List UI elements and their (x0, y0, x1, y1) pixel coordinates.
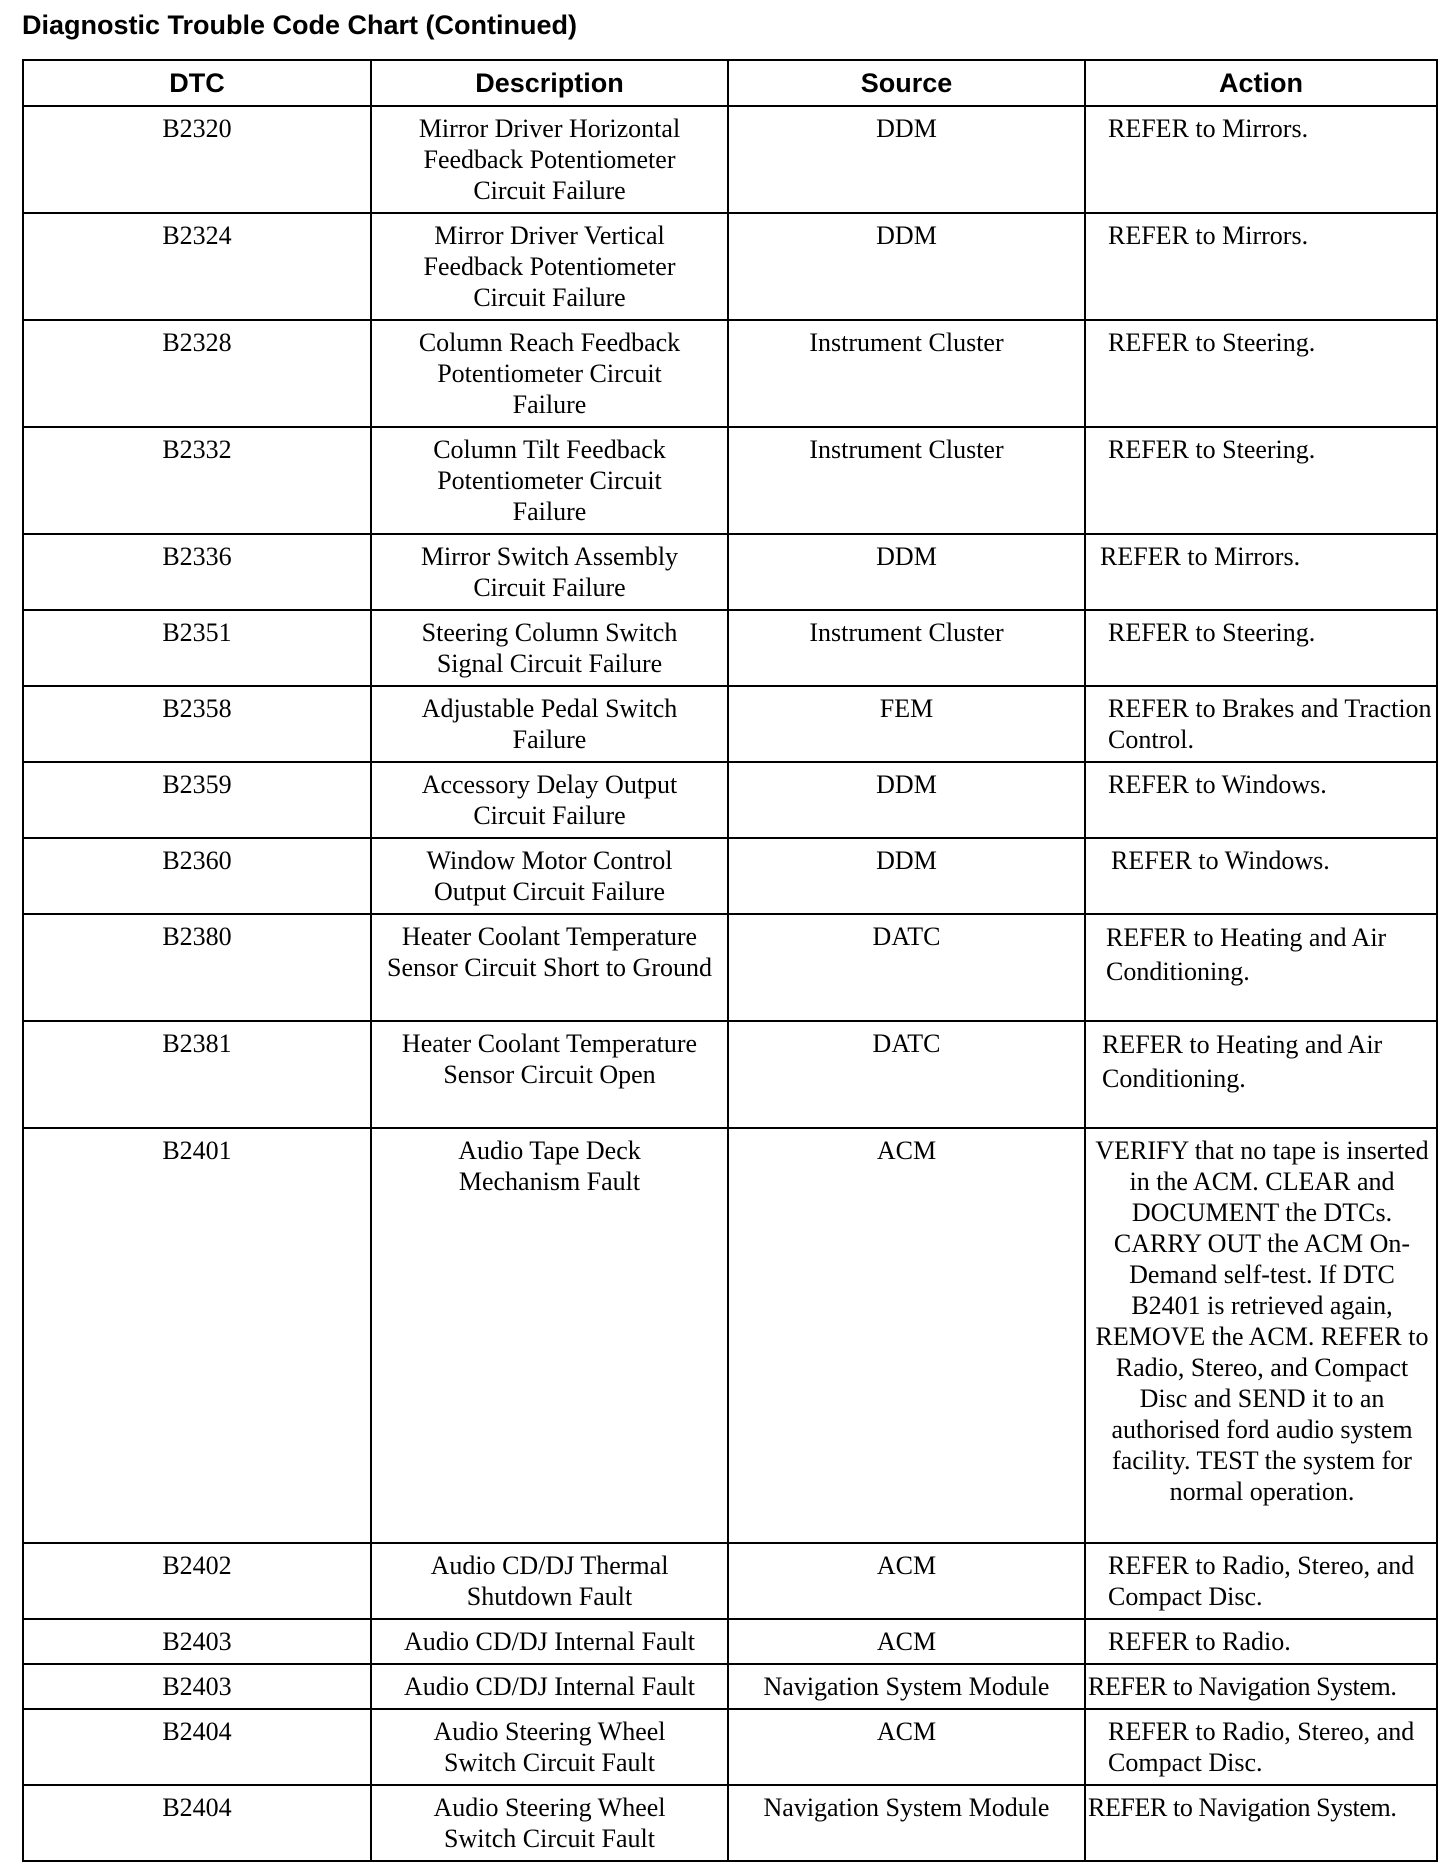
source-cell: DDM (728, 213, 1085, 320)
table-row (23, 762, 1437, 838)
action-cell: REFER to Mirrors. (1085, 106, 1437, 213)
source-cell: DATC (728, 1021, 1085, 1128)
source-cell: DDM (728, 534, 1085, 610)
column-header-dtc: DTC (23, 60, 371, 106)
action-cell: REFER to Mirrors. (1085, 534, 1437, 610)
action-cell: REFER to Windows. (1085, 838, 1437, 914)
column-header-source: Source (728, 60, 1085, 106)
source-cell: ACM (728, 1619, 1085, 1664)
source-cell: DDM (728, 838, 1085, 914)
description-cell: Mirror Driver Horizontal Feedback Potentiometer Circuit Failure (371, 106, 728, 213)
page-title: Diagnostic Trouble Code Chart (Continued) (22, 10, 577, 40)
table-row (23, 838, 1437, 914)
source-cell: ACM (728, 1709, 1085, 1785)
dtc-cell: B2336 (23, 534, 371, 610)
column-header-description: Description (371, 60, 728, 106)
source-cell: ACM (728, 1128, 1085, 1543)
table-row (23, 213, 1437, 320)
action-cell: REFER to Steering. (1085, 320, 1437, 427)
description-cell: Audio CD/DJ Thermal Shutdown Fault (371, 1543, 728, 1619)
table-row (23, 320, 1437, 427)
description-cell: Heater Coolant Temperature Sensor Circuit Open (371, 1021, 728, 1128)
source-cell: DDM (728, 106, 1085, 213)
action-cell: VERIFY that no tape is inserted in the ACM. CLEAR and DOCUMENT the DTCs. CARRY OUT the ACM On-Demand self-test. If DTC B2401 is retrieved again, REMOVE the ACM. REFER to Radio, Stereo, and Compact Disc and SEND it to an authorised ford audio system facility. TEST the system for normal operation. (1085, 1128, 1437, 1543)
source-cell: DDM (728, 762, 1085, 838)
dtc-cell: B2403 (23, 1619, 371, 1664)
table-row (23, 1543, 1437, 1619)
description-cell: Audio CD/DJ Internal Fault (371, 1619, 728, 1664)
description-cell: Audio Tape Deck Mechanism Fault (371, 1128, 728, 1543)
dtc-cell: B2360 (23, 838, 371, 914)
column-header-action: Action (1085, 60, 1437, 106)
description-cell: Audio Steering Wheel Switch Circuit Fault (371, 1785, 728, 1861)
action-cell: REFER to Steering. (1085, 427, 1437, 534)
source-cell: DATC (728, 914, 1085, 1021)
source-cell: Navigation System Module (728, 1664, 1085, 1709)
source-cell: FEM (728, 686, 1085, 762)
dtc-cell: B2351 (23, 610, 371, 686)
source-cell: Instrument Cluster (728, 427, 1085, 534)
table-row (23, 427, 1437, 534)
description-cell: Window Motor Control Output Circuit Failure (371, 838, 728, 914)
dtc-table (22, 59, 1438, 1862)
description-cell: Adjustable Pedal Switch Failure (371, 686, 728, 762)
table-row (23, 686, 1437, 762)
action-cell: REFER to Radio, Stereo, and Compact Disc. (1085, 1543, 1437, 1619)
action-cell: REFER to Navigation System. (1085, 1664, 1437, 1709)
action-cell: REFER to Heating and Air Conditioning. (1085, 914, 1437, 1021)
action-cell: REFER to Navigation System. (1085, 1785, 1437, 1861)
dtc-cell: B2403 (23, 1664, 371, 1709)
description-cell: Heater Coolant Temperature Sensor Circuit Short to Ground (371, 914, 728, 1021)
table-row (23, 106, 1437, 213)
dtc-cell: B2404 (23, 1709, 371, 1785)
description-cell: Audio CD/DJ Internal Fault (371, 1664, 728, 1709)
dtc-cell: B2402 (23, 1543, 371, 1619)
dtc-cell: B2401 (23, 1128, 371, 1543)
table-row (23, 914, 1437, 1021)
table-row (23, 1128, 1437, 1543)
table-row (23, 1785, 1437, 1861)
description-cell: Mirror Driver Vertical Feedback Potentiometer Circuit Failure (371, 213, 728, 320)
dtc-cell: B2381 (23, 1021, 371, 1128)
action-cell: REFER to Brakes and Traction Control. (1085, 686, 1437, 762)
description-cell: Steering Column Switch Signal Circuit Failure (371, 610, 728, 686)
action-cell: REFER to Windows. (1085, 762, 1437, 838)
description-cell: Column Reach Feedback Potentiometer Circuit Failure (371, 320, 728, 427)
dtc-cell: B2358 (23, 686, 371, 762)
description-cell: Column Tilt Feedback Potentiometer Circuit Failure (371, 427, 728, 534)
source-cell: ACM (728, 1543, 1085, 1619)
table-row (23, 534, 1437, 610)
dtc-cell: B2359 (23, 762, 371, 838)
source-cell: Instrument Cluster (728, 320, 1085, 427)
dtc-cell: B2320 (23, 106, 371, 213)
action-cell: REFER to Steering. (1085, 610, 1437, 686)
action-cell: REFER to Mirrors. (1085, 213, 1437, 320)
dtc-cell: B2328 (23, 320, 371, 427)
table-row (23, 610, 1437, 686)
table-row (23, 1664, 1437, 1709)
action-cell: REFER to Radio. (1085, 1619, 1437, 1664)
table-row (23, 1619, 1437, 1664)
table-row (23, 1021, 1437, 1128)
dtc-cell: B2332 (23, 427, 371, 534)
table-header-row (23, 60, 1437, 106)
action-cell: REFER to Heating and Air Conditioning. (1085, 1021, 1437, 1128)
source-cell: Instrument Cluster (728, 610, 1085, 686)
dtc-cell: B2324 (23, 213, 371, 320)
dtc-cell: B2380 (23, 914, 371, 1021)
table-row (23, 1709, 1437, 1785)
description-cell: Mirror Switch Assembly Circuit Failure (371, 534, 728, 610)
source-cell: Navigation System Module (728, 1785, 1085, 1861)
dtc-cell: B2404 (23, 1785, 371, 1861)
description-cell: Audio Steering Wheel Switch Circuit Fault (371, 1709, 728, 1785)
description-cell: Accessory Delay Output Circuit Failure (371, 762, 728, 838)
action-cell: REFER to Radio, Stereo, and Compact Disc. (1085, 1709, 1437, 1785)
